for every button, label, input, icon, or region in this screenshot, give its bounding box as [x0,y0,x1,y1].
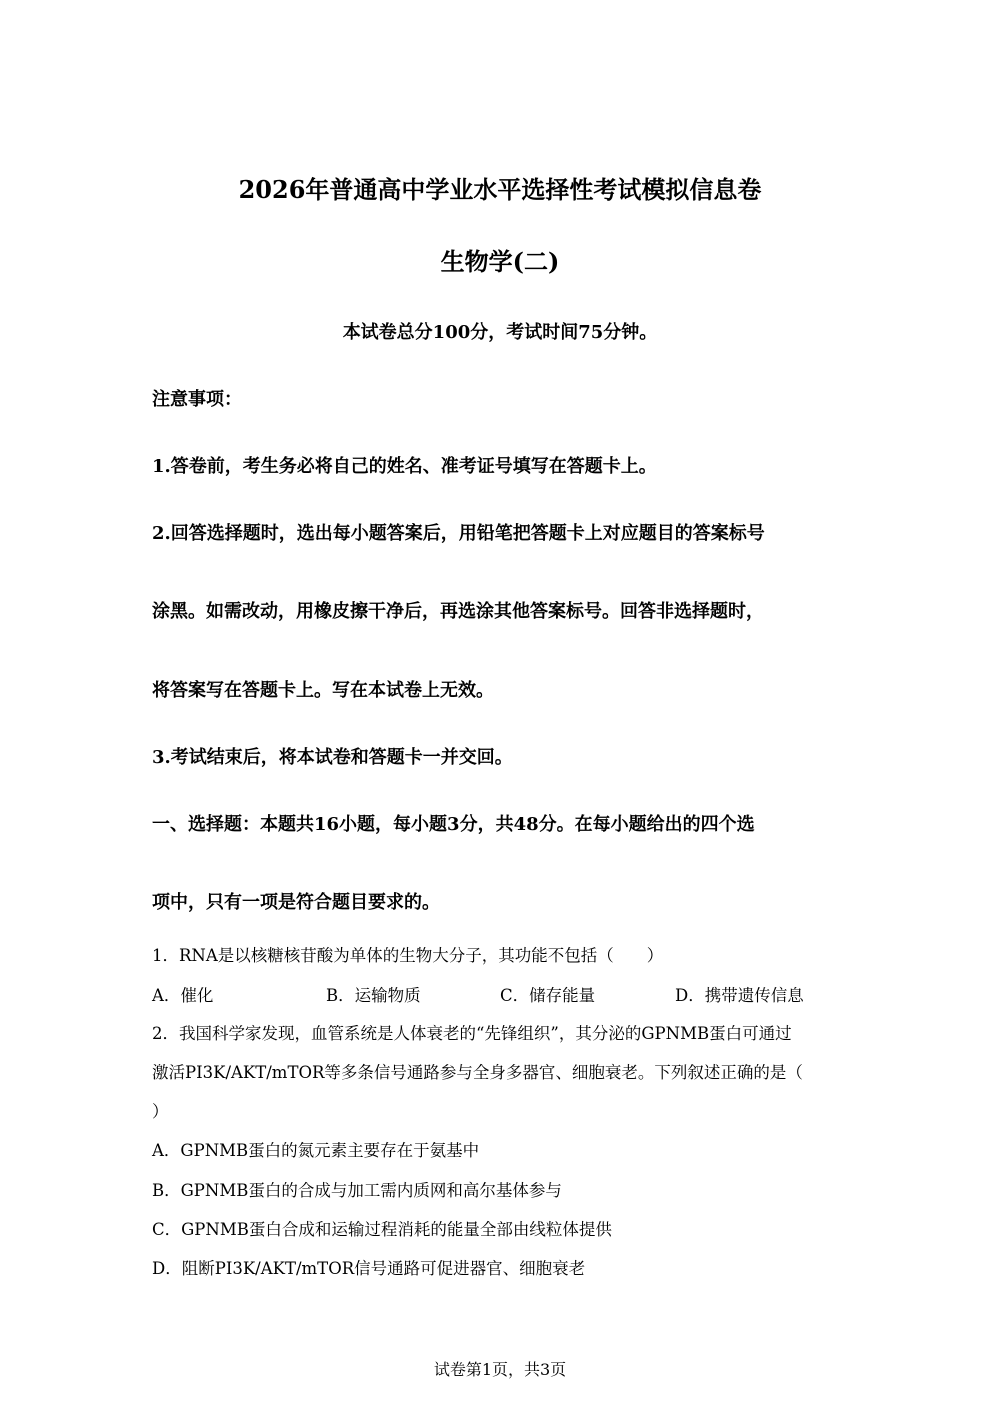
question-2-option-b: B．GPNMB蛋白的合成与加工需内质网和高尔基体参与 [152,1181,562,1200]
notice-item-2-line-3: 将答案写在答题卡上。写在本试卷上无效。 [152,680,494,701]
section-heading-line-1: 一、选择题：本题共16小题，每小题3分，共48分。在每小题给出的四个选 [152,814,755,835]
question-2-stem-line-1: 2．我国科学家发现，血管系统是人体衰老的“先锋组织”，其分泌的GPNMB蛋白可通过 [152,1024,792,1043]
question-2-option-c: C．GPNMB蛋白合成和运输过程消耗的能量全部由线粒体提供 [152,1220,612,1239]
question-1-stem: 1．RNA是以核糖核苷酸为单体的生物大分子，其功能不包括（ ） [152,946,664,965]
question-1-option-a: A．催化 [152,986,214,1005]
question-2-option-a: A．GPNMB蛋白的氮元素主要存在于氨基中 [152,1141,480,1160]
question-1-option-b: B．运输物质 [326,986,421,1005]
question-2-stem-line-3: ） [152,1102,169,1121]
notice-item-3: 3.考试结束后，将本试卷和答题卡一并交回。 [152,747,513,768]
exam-subtitle: 生物学(二) [440,247,560,276]
notice-item-2-line-2: 涂黑。如需改动，用橡皮擦干净后，再选涂其他答案标号。回答非选择题时， [152,601,764,622]
section-heading-line-2: 项中，只有一项是符合题目要求的。 [152,892,440,913]
exam-title: 2026年普通高中学业水平选择性考试模拟信息卷 [238,175,762,204]
notice-heading: 注意事项： [152,389,242,410]
exam-info: 本试卷总分100分，考试时间75分钟。 [342,322,658,343]
question-2-stem-line-2: 激活PI3K/AKT/mTOR等多条信号通路参与全身多器官、细胞衰老。下列叙述正确的是（ [152,1063,803,1082]
question-1-option-c: C．储存能量 [500,986,596,1005]
notice-item-1: 1.答卷前，考生务必将自己的姓名、准考证号填写在答题卡上。 [152,456,657,477]
question-1-option-d: D．携带遗传信息 [675,986,804,1005]
question-2-option-d: D．阻断PI3K/AKT/mTOR信号通路可促进器官、细胞衰老 [152,1259,586,1278]
notice-item-2-line-1: 2.回答选择题时，选出每小题答案后，用铅笔把答题卡上对应题目的答案标号 [152,523,765,544]
page-footer: 试卷第1页，共3页 [433,1360,567,1379]
